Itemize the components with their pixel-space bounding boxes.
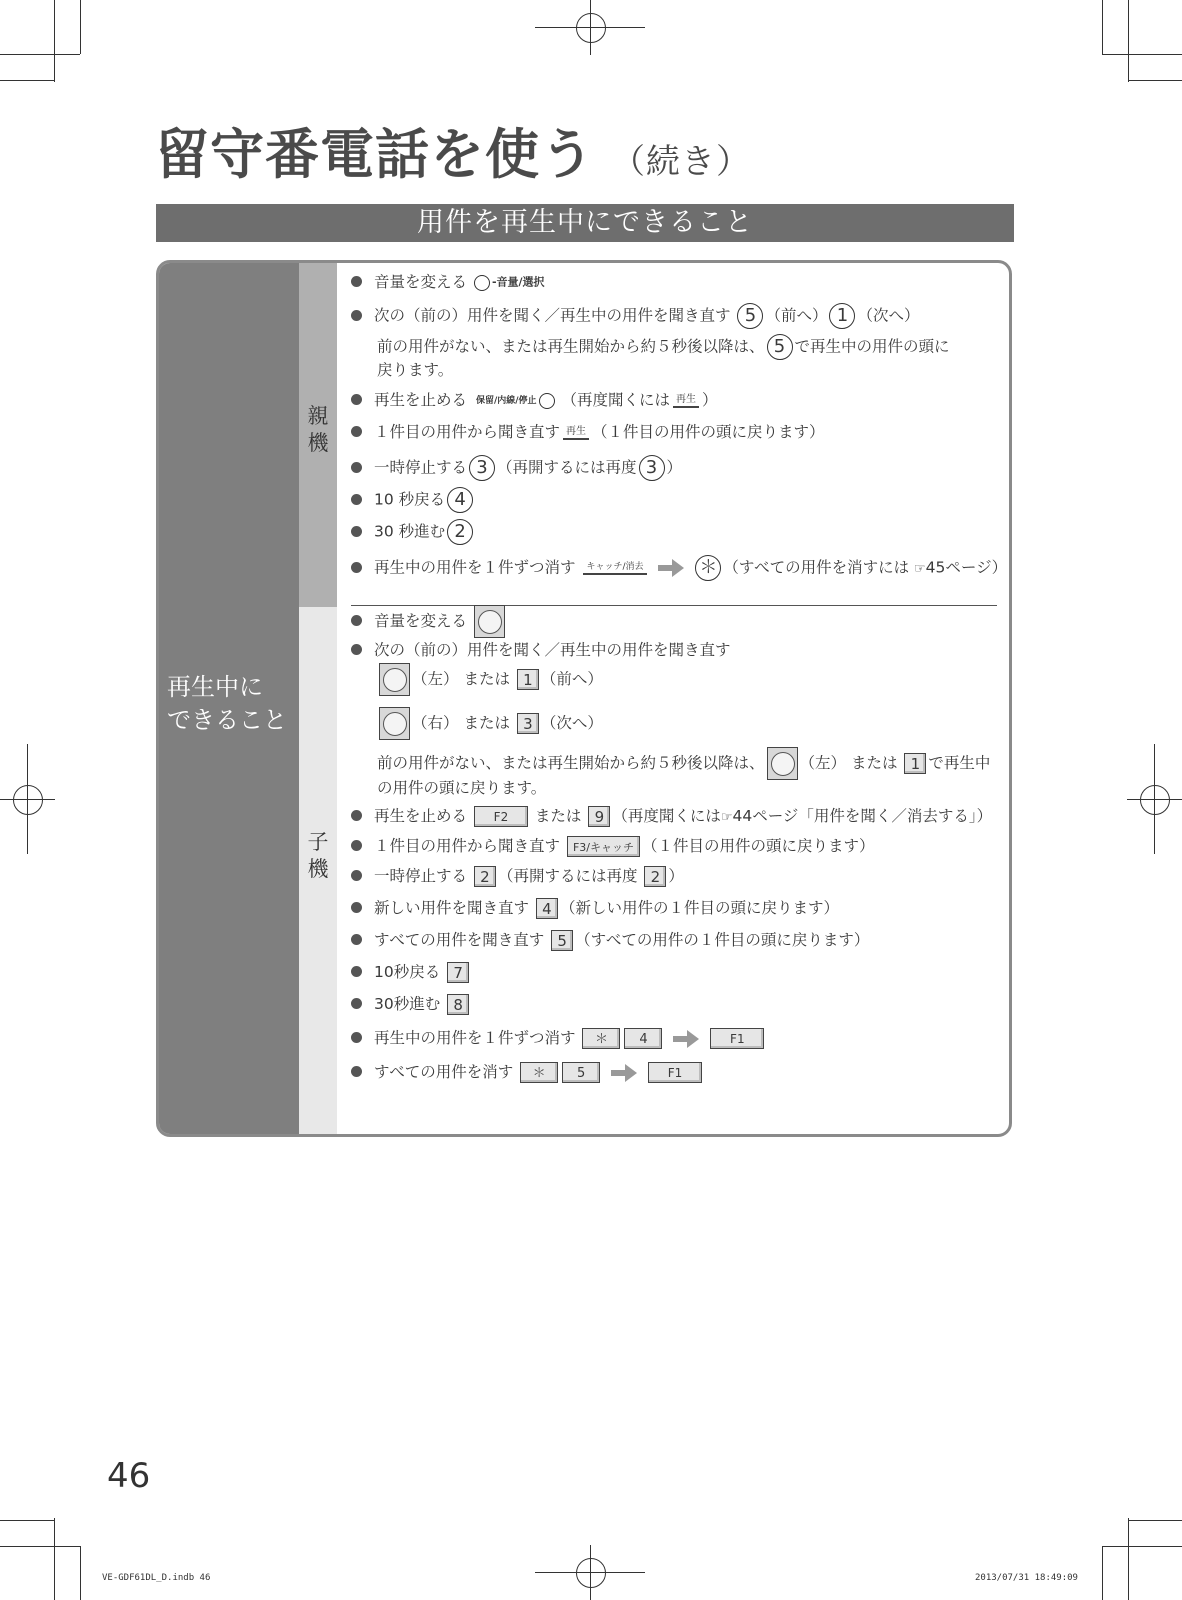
item-text: １件目の用件から聞き直す	[374, 837, 561, 855]
list-item	[351, 555, 1007, 581]
footer-file: VE-GDF61DL_D.indb 46	[102, 1573, 211, 1583]
play-key-icon: 再生	[673, 394, 699, 408]
bullet	[351, 1066, 362, 1077]
crop-mark	[1128, 0, 1129, 82]
item-text: 音量を変える	[374, 612, 468, 630]
item-text: （左）	[799, 754, 847, 772]
dpad-left-icon	[767, 747, 798, 780]
item-text: （すべての用件の１件目の頭に戻ります）	[575, 931, 870, 949]
key-4-icon: 4	[624, 1028, 662, 1049]
list-item	[351, 421, 825, 443]
item-text: 30秒進む	[374, 995, 441, 1013]
parent-label-char: 親	[307, 404, 329, 428]
star-key-icon: ＊	[695, 555, 721, 581]
item-text: すべての用件を消す	[374, 1063, 514, 1081]
title-sub: （続き）	[611, 142, 751, 182]
list-item	[351, 303, 919, 329]
bullet	[351, 810, 362, 821]
section-banner: 用件を再生中にできること	[156, 204, 1014, 242]
parent-column	[299, 263, 337, 607]
crop-mark	[1128, 80, 1182, 81]
registration-mark	[576, 1558, 606, 1588]
footer-timestamp: 2013/07/31 18:49:09	[975, 1573, 1078, 1583]
key-2-icon: 2	[644, 866, 666, 887]
list-item	[351, 455, 682, 481]
list-item	[351, 389, 718, 412]
item-text: 新しい用件を聞き直す	[374, 899, 530, 917]
bullet	[351, 394, 362, 405]
item-text: （再開するには再度	[497, 458, 637, 477]
arrow-right-icon	[658, 559, 684, 577]
list-item	[351, 897, 839, 919]
key-8-icon: 8	[447, 994, 469, 1015]
list-item	[351, 929, 869, 951]
parent-label-char: 機	[307, 431, 329, 455]
list-item-note	[377, 747, 990, 780]
bullet	[351, 644, 362, 655]
list-item-note	[377, 663, 603, 696]
bullet	[351, 615, 362, 626]
list-item	[351, 1027, 766, 1049]
bullet	[351, 426, 362, 437]
item-text: １件目の用件から聞き直す	[374, 423, 561, 441]
crop-mark	[80, 0, 81, 54]
list-item	[351, 805, 992, 829]
crop-mark	[54, 0, 55, 82]
key-label: 保留/内線/停止	[475, 395, 537, 406]
bullet	[351, 494, 362, 505]
item-text: または	[463, 714, 510, 732]
item-text: （次へ）	[540, 714, 603, 732]
item-text: （１件目の用件の頭に戻ります）	[592, 423, 825, 441]
content-box	[156, 260, 1012, 1137]
arrow-right-icon	[611, 1064, 637, 1082]
parent-label	[299, 403, 337, 457]
key-3-icon: 3	[517, 713, 539, 734]
item-text: 一時停止する	[374, 458, 468, 477]
key-5-icon: 5	[562, 1062, 600, 1083]
item-text: （前へ）	[540, 670, 603, 688]
list-item	[351, 993, 471, 1015]
crop-mark	[0, 1546, 80, 1547]
list-item	[351, 835, 875, 857]
item-text: 44ページ「用件を聞く／消去する」）	[732, 807, 993, 825]
star-key-icon: ＊	[582, 1028, 620, 1049]
key-2-icon: 2	[447, 519, 473, 545]
arrow-right-icon	[673, 1030, 699, 1048]
handset-label	[299, 829, 337, 883]
f1-key-icon: F1	[648, 1062, 702, 1083]
list-item-note	[377, 707, 603, 740]
bullet	[351, 870, 362, 881]
f3-key-icon: F3/キャッチ	[567, 836, 640, 857]
crop-mark	[0, 1520, 54, 1521]
item-text: 30 秒進む	[374, 522, 446, 541]
button-icon	[539, 393, 555, 409]
bullet	[351, 902, 362, 913]
bullet	[351, 966, 362, 977]
key-1-icon: 1	[829, 303, 855, 329]
list-item-note: の用件の頭に戻ります。	[377, 779, 547, 797]
item-text: 再生を止める	[374, 391, 468, 409]
bullet	[351, 310, 362, 321]
list-item-note: 戻ります。	[377, 361, 454, 379]
item-text: （１件目の用件の頭に戻ります）	[642, 837, 875, 855]
bullet	[351, 934, 362, 945]
dpad-icon	[474, 605, 505, 638]
item-text: 再生中の用件を１件ずつ消す	[374, 1029, 576, 1047]
key-1-icon: 1	[517, 669, 539, 690]
title-main: 留守番電話を使う	[155, 123, 595, 186]
dpad-right-icon	[379, 707, 410, 740]
key-4-icon: 4	[536, 898, 558, 919]
item-text: ）	[701, 391, 718, 409]
key-5-icon: 5	[551, 930, 573, 951]
crop-mark	[1102, 1546, 1103, 1600]
f1-key-icon: F1	[710, 1028, 764, 1049]
item-text: （再度聞くには	[612, 807, 721, 825]
bullet	[351, 998, 362, 1009]
crop-mark	[1128, 1520, 1182, 1521]
f2-key-icon: F2	[474, 806, 528, 827]
item-text: 10秒戻る	[374, 963, 441, 981]
left-column	[159, 263, 299, 1134]
item-text: または	[534, 807, 582, 825]
page-title	[155, 112, 751, 189]
key-label: -音量/選択	[491, 275, 545, 289]
crop-mark	[80, 1546, 81, 1600]
reference-icon: ☞	[720, 810, 733, 825]
handset-label-char: 機	[307, 857, 329, 881]
item-text: 次の（前の）用件を聞く／再生中の用件を聞き直す	[374, 641, 731, 659]
bullet	[351, 1032, 362, 1043]
list-item	[351, 639, 731, 661]
item-text: ）	[668, 867, 684, 885]
list-item	[351, 1061, 704, 1083]
item-text: （新しい用件の１件目の頭に戻ります）	[559, 899, 839, 917]
list-item	[351, 865, 684, 887]
crop-mark	[1102, 1546, 1182, 1547]
crop-mark	[0, 54, 80, 55]
item-text: すべての用件を聞き直す	[374, 931, 545, 949]
left-label-line2: できること	[167, 706, 287, 734]
list-item	[351, 271, 545, 294]
crop-mark	[1102, 0, 1103, 54]
item-text: （すべての用件を消すには	[723, 558, 910, 577]
left-column-label	[167, 671, 287, 737]
reference-icon: ☞	[914, 561, 926, 577]
item-text: で再生中の用件の頭に	[794, 337, 950, 356]
list-item	[351, 605, 507, 638]
button-icon	[474, 275, 490, 291]
bullet	[351, 462, 362, 473]
item-text: 一時停止する	[374, 867, 468, 885]
bullet	[351, 562, 362, 573]
crop-mark	[1102, 54, 1182, 55]
dpad-left-icon	[379, 663, 410, 696]
item-text: （次へ）	[857, 306, 920, 325]
key-3-icon: 3	[639, 455, 665, 481]
left-label-line1: 再生中に	[167, 673, 263, 701]
bullet	[351, 526, 362, 537]
item-text: または	[850, 754, 898, 772]
item-text: 再生を止める	[374, 807, 468, 825]
page-number: 46	[107, 1456, 151, 1496]
item-text: 45ページ）	[925, 558, 1008, 577]
key-5-icon: 5	[737, 303, 763, 329]
key-9-icon: 9	[588, 806, 610, 827]
item-text: （右）	[412, 714, 459, 732]
crop-mark	[54, 1518, 55, 1600]
handset-column	[299, 607, 337, 1137]
key-3-icon: 3	[469, 455, 495, 481]
item-text: 再生中の用件を１件ずつ消す	[374, 558, 576, 577]
item-text: （左）	[412, 670, 459, 688]
item-text: 音量を変える	[374, 273, 468, 291]
item-text: （再開するには再度	[497, 867, 638, 885]
handset-label-char: 子	[307, 830, 329, 854]
bullet	[351, 276, 362, 287]
item-text: または	[463, 670, 510, 688]
crop-mark	[1128, 1518, 1129, 1600]
key-2-icon: 2	[474, 866, 496, 887]
registration-mark	[576, 13, 606, 43]
key-7-icon: 7	[447, 962, 469, 983]
list-item-note	[377, 334, 950, 360]
bullet	[351, 840, 362, 851]
key-1-icon: 1	[904, 753, 926, 774]
list-item	[351, 519, 475, 545]
list-item	[351, 961, 471, 983]
key-5-icon: 5	[767, 334, 793, 360]
item-text: 次の（前の）用件を聞く／再生中の用件を聞き直す	[374, 306, 731, 325]
item-text: 前の用件がない、または再生開始から約５秒後以降は、	[377, 337, 765, 356]
star-key-icon: ＊	[520, 1062, 558, 1083]
list-item	[351, 487, 475, 513]
catch-key-icon: キャッチ/消去	[583, 561, 646, 575]
registration-mark	[1140, 785, 1170, 815]
item-text: （再度聞くには	[561, 391, 670, 409]
item-text: （前へ）	[765, 306, 828, 325]
crop-mark	[0, 80, 54, 81]
item-text: で再生中	[928, 754, 991, 772]
item-text: ）	[666, 458, 683, 477]
play-key-icon: 再生	[563, 426, 589, 440]
item-text: 前の用件がない、または再生開始から約５秒後以降は、	[377, 754, 765, 772]
item-text: 10 秒戻る	[374, 490, 446, 509]
registration-mark	[13, 785, 43, 815]
key-4-icon: 4	[447, 487, 473, 513]
